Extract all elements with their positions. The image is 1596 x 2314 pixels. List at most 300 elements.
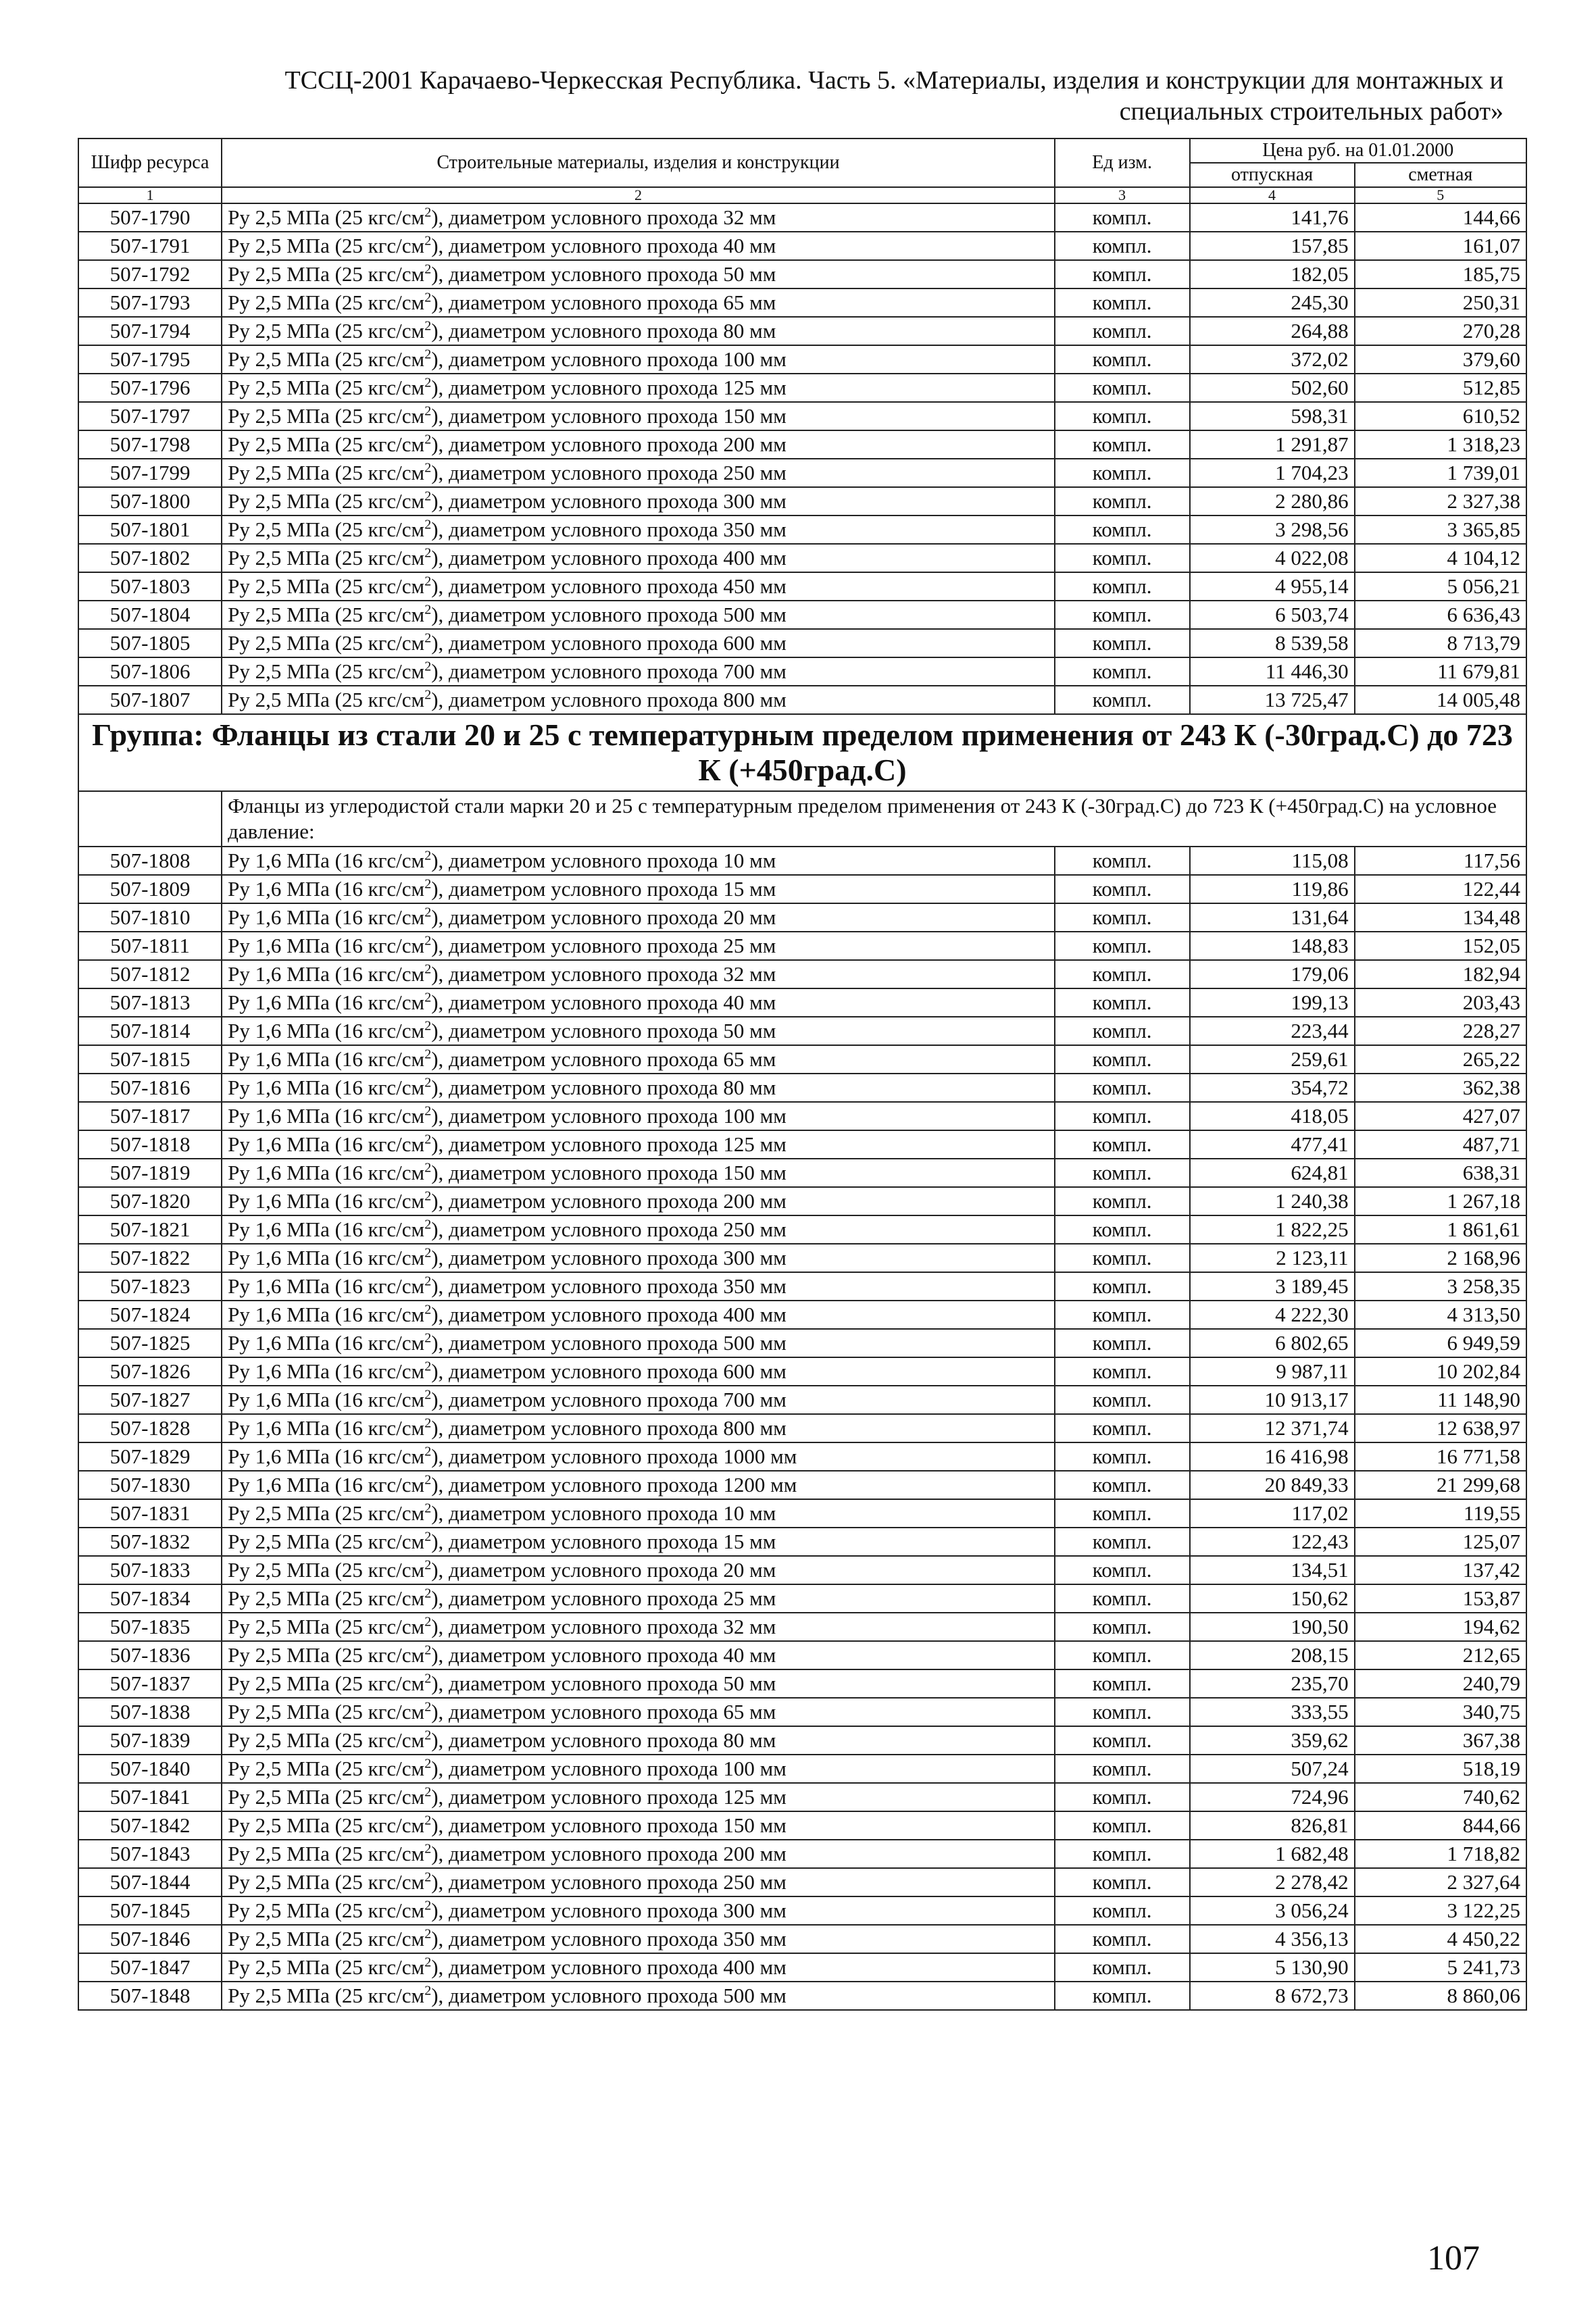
resource-code: 507-1807 bbox=[78, 686, 222, 714]
table-row bbox=[78, 1329, 1526, 1357]
table-row bbox=[78, 317, 1526, 345]
resource-code: 507-1829 bbox=[78, 1442, 222, 1471]
estimate-price: 362,38 bbox=[1355, 1074, 1526, 1102]
pressure-text: Ру 1,6 МПа (16 кгс/см bbox=[228, 1161, 425, 1184]
item-description bbox=[222, 1301, 1055, 1329]
col-header-code: Шифр ресурса bbox=[78, 139, 222, 187]
unit-superscript: 2 bbox=[424, 1302, 432, 1317]
unit-cell: компл. bbox=[1055, 1414, 1190, 1442]
unit-cell: компл. bbox=[1055, 1925, 1190, 1953]
table-row bbox=[78, 1074, 1526, 1102]
pressure-text: Ру 2,5 МПа (25 кгс/см bbox=[228, 1615, 425, 1638]
item-description bbox=[222, 544, 1055, 572]
item-description bbox=[222, 875, 1055, 903]
unit-superscript: 2 bbox=[424, 961, 432, 977]
item-description bbox=[222, 1840, 1055, 1868]
unit-cell: компл. bbox=[1055, 1244, 1190, 1272]
release-price: 134,51 bbox=[1190, 1556, 1355, 1584]
unit-superscript: 2 bbox=[424, 1642, 432, 1658]
estimate-price: 185,75 bbox=[1355, 260, 1526, 288]
diameter-text: ), диаметром условного прохода 40 мм bbox=[431, 990, 776, 1014]
estimate-price: 12 638,97 bbox=[1355, 1414, 1526, 1442]
unit-superscript: 2 bbox=[424, 375, 432, 391]
estimate-price: 134,48 bbox=[1355, 903, 1526, 932]
estimate-price: 6 636,43 bbox=[1355, 601, 1526, 629]
release-price: 13 725,47 bbox=[1190, 686, 1355, 714]
release-price: 507,24 bbox=[1190, 1755, 1355, 1783]
resource-code: 507-1840 bbox=[78, 1755, 222, 1783]
diameter-text: ), диаметром условного прохода 200 мм bbox=[431, 1842, 787, 1865]
estimate-price: 4 450,22 bbox=[1355, 1925, 1526, 1953]
pressure-text: Ру 2,5 МПа (25 кгс/см bbox=[228, 432, 425, 456]
estimate-price: 122,44 bbox=[1355, 875, 1526, 903]
pressure-text: Ру 2,5 МПа (25 кгс/см bbox=[228, 205, 425, 229]
estimate-price: 367,38 bbox=[1355, 1726, 1526, 1755]
pressure-text: Ру 2,5 МПа (25 кгс/см bbox=[228, 291, 425, 314]
table-row bbox=[78, 1442, 1526, 1471]
pressure-text: Ру 1,6 МПа (16 кгс/см bbox=[228, 1104, 425, 1128]
item-description bbox=[222, 1641, 1055, 1669]
release-price: 8 539,58 bbox=[1190, 629, 1355, 657]
table-row bbox=[78, 1386, 1526, 1414]
release-price: 1 704,23 bbox=[1190, 459, 1355, 487]
estimate-price: 3 365,85 bbox=[1355, 515, 1526, 544]
unit-cell: компл. bbox=[1055, 1755, 1190, 1783]
diameter-text: ), диаметром условного прохода 100 мм bbox=[431, 1104, 787, 1128]
release-price: 477,41 bbox=[1190, 1130, 1355, 1159]
diameter-text: ), диаметром условного прохода 32 мм bbox=[431, 962, 776, 986]
item-description bbox=[222, 1953, 1055, 1982]
diameter-text: ), диаметром условного прохода 15 мм bbox=[431, 877, 776, 901]
diameter-text: ), диаметром условного прохода 65 мм bbox=[431, 291, 776, 314]
unit-superscript: 2 bbox=[424, 488, 432, 504]
col-header-price-group: Цена руб. на 01.01.2000 bbox=[1190, 139, 1526, 163]
unit-cell: компл. bbox=[1055, 1159, 1190, 1187]
unit-superscript: 2 bbox=[424, 545, 432, 561]
resource-code: 507-1819 bbox=[78, 1159, 222, 1187]
item-description bbox=[222, 1698, 1055, 1726]
release-price: 150,62 bbox=[1190, 1584, 1355, 1613]
unit-cell: компл. bbox=[1055, 657, 1190, 686]
diameter-text: ), диаметром условного прохода 350 мм bbox=[431, 518, 787, 541]
pressure-text: Ру 1,6 МПа (16 кгс/см bbox=[228, 1416, 425, 1440]
col-header-unit: Ед изм. bbox=[1055, 139, 1190, 187]
price-table bbox=[78, 138, 1527, 2011]
unit-cell: компл. bbox=[1055, 1528, 1190, 1556]
table-row bbox=[78, 1159, 1526, 1187]
item-description bbox=[222, 1244, 1055, 1272]
page-number: 107 bbox=[1427, 2239, 1480, 2278]
item-description bbox=[222, 1755, 1055, 1783]
unit-superscript: 2 bbox=[424, 990, 432, 1005]
col-number: 2 bbox=[222, 187, 1055, 203]
unit-superscript: 2 bbox=[424, 261, 432, 277]
unit-superscript: 2 bbox=[424, 687, 432, 703]
resource-code: 507-1798 bbox=[78, 430, 222, 459]
unit-cell: компл. bbox=[1055, 1726, 1190, 1755]
pressure-text: Ру 1,6 МПа (16 кгс/см bbox=[228, 1132, 425, 1156]
item-description bbox=[222, 1868, 1055, 1896]
diameter-text: ), диаметром условного прохода 50 мм bbox=[431, 262, 776, 286]
estimate-price: 153,87 bbox=[1355, 1584, 1526, 1613]
unit-superscript: 2 bbox=[424, 347, 432, 362]
table-row bbox=[78, 1925, 1526, 1953]
item-description bbox=[222, 1499, 1055, 1528]
estimate-price: 152,05 bbox=[1355, 932, 1526, 960]
diameter-text: ), диаметром условного прохода 800 мм bbox=[431, 1416, 787, 1440]
estimate-price: 3 122,25 bbox=[1355, 1896, 1526, 1925]
unit-cell: компл. bbox=[1055, 932, 1190, 960]
unit-cell: компл. bbox=[1055, 1982, 1190, 2010]
diameter-text: ), диаметром условного прохода 125 мм bbox=[431, 1785, 787, 1809]
item-description bbox=[222, 1017, 1055, 1045]
resource-code: 507-1793 bbox=[78, 288, 222, 317]
table-row bbox=[78, 1556, 1526, 1584]
pressure-text: Ру 2,5 МПа (25 кгс/см bbox=[228, 1927, 425, 1951]
table-row bbox=[78, 1953, 1526, 1982]
release-price: 359,62 bbox=[1190, 1726, 1355, 1755]
diameter-text: ), диаметром условного прохода 450 мм bbox=[431, 574, 787, 598]
resource-code: 507-1833 bbox=[78, 1556, 222, 1584]
item-description bbox=[222, 345, 1055, 374]
item-description bbox=[222, 572, 1055, 601]
table-row bbox=[78, 1669, 1526, 1698]
item-description bbox=[222, 903, 1055, 932]
estimate-price: 379,60 bbox=[1355, 345, 1526, 374]
resource-code: 507-1803 bbox=[78, 572, 222, 601]
unit-cell: компл. bbox=[1055, 1584, 1190, 1613]
col-header-release: отпускная bbox=[1190, 163, 1355, 187]
unit-cell: компл. bbox=[1055, 847, 1190, 875]
estimate-price: 270,28 bbox=[1355, 317, 1526, 345]
item-description bbox=[222, 1102, 1055, 1130]
item-description bbox=[222, 1414, 1055, 1442]
item-description bbox=[222, 1159, 1055, 1187]
unit-superscript: 2 bbox=[424, 602, 432, 618]
diameter-text: ), диаметром условного прохода 300 мм bbox=[431, 1898, 787, 1922]
diameter-text: ), диаметром условного прохода 150 мм bbox=[431, 404, 787, 428]
diameter-text: ), диаметром условного прохода 10 мм bbox=[431, 849, 776, 872]
pressure-text: Ру 2,5 МПа (25 кгс/см bbox=[228, 688, 425, 711]
release-price: 5 130,90 bbox=[1190, 1953, 1355, 1982]
diameter-text: ), диаметром условного прохода 250 мм bbox=[431, 461, 787, 484]
estimate-price: 1 718,82 bbox=[1355, 1840, 1526, 1868]
estimate-price: 610,52 bbox=[1355, 402, 1526, 430]
resource-code: 507-1791 bbox=[78, 232, 222, 260]
diameter-text: ), диаметром условного прохода 50 мм bbox=[431, 1671, 776, 1695]
release-price: 2 280,86 bbox=[1190, 487, 1355, 515]
pressure-text: Ру 2,5 МПа (25 кгс/см bbox=[228, 1671, 425, 1695]
release-price: 8 672,73 bbox=[1190, 1982, 1355, 2010]
item-description bbox=[222, 288, 1055, 317]
table-row bbox=[78, 572, 1526, 601]
diameter-text: ), диаметром условного прохода 100 мм bbox=[431, 1757, 787, 1780]
diameter-text: ), диаметром условного прохода 32 мм bbox=[431, 1615, 776, 1638]
table-row bbox=[78, 1499, 1526, 1528]
diameter-text: ), диаметром условного прохода 300 мм bbox=[431, 489, 787, 513]
pressure-text: Ру 1,6 МПа (16 кгс/см bbox=[228, 1359, 425, 1383]
unit-superscript: 2 bbox=[424, 1557, 432, 1573]
diameter-text: ), диаметром условного прохода 125 мм bbox=[431, 376, 787, 399]
pressure-text: Ру 1,6 МПа (16 кгс/см bbox=[228, 1331, 425, 1355]
unit-cell: компл. bbox=[1055, 1301, 1190, 1329]
unit-cell: компл. bbox=[1055, 1386, 1190, 1414]
item-description bbox=[222, 988, 1055, 1017]
unit-cell: компл. bbox=[1055, 1187, 1190, 1215]
unit-superscript: 2 bbox=[424, 1245, 432, 1261]
resource-code: 507-1812 bbox=[78, 960, 222, 988]
release-price: 223,44 bbox=[1190, 1017, 1355, 1045]
unit-cell: компл. bbox=[1055, 430, 1190, 459]
diameter-text: ), диаметром условного прохода 500 мм bbox=[431, 1984, 787, 2007]
table-row bbox=[78, 1528, 1526, 1556]
resource-code: 507-1809 bbox=[78, 875, 222, 903]
estimate-price: 518,19 bbox=[1355, 1755, 1526, 1783]
pressure-text: Ру 1,6 МПа (16 кгс/см bbox=[228, 1217, 425, 1241]
unit-cell: компл. bbox=[1055, 1953, 1190, 1982]
item-description bbox=[222, 1556, 1055, 1584]
resource-code: 507-1842 bbox=[78, 1811, 222, 1840]
unit-cell: компл. bbox=[1055, 1499, 1190, 1528]
table-row bbox=[78, 1584, 1526, 1613]
unit-superscript: 2 bbox=[424, 1047, 432, 1062]
diameter-text: ), диаметром условного прохода 200 мм bbox=[431, 432, 787, 456]
unit-superscript: 2 bbox=[424, 1869, 432, 1885]
diameter-text: ), диаметром условного прохода 1200 мм bbox=[431, 1473, 797, 1496]
unit-superscript: 2 bbox=[424, 1132, 432, 1147]
table-row bbox=[78, 345, 1526, 374]
item-description bbox=[222, 1329, 1055, 1357]
item-description bbox=[222, 1726, 1055, 1755]
estimate-price: 11 679,81 bbox=[1355, 657, 1526, 686]
unit-cell: компл. bbox=[1055, 686, 1190, 714]
estimate-price: 5 241,73 bbox=[1355, 1953, 1526, 1982]
item-description bbox=[222, 1471, 1055, 1499]
item-description bbox=[222, 402, 1055, 430]
resource-code: 507-1794 bbox=[78, 317, 222, 345]
table-row bbox=[78, 1414, 1526, 1442]
item-description bbox=[222, 1896, 1055, 1925]
resource-code: 507-1806 bbox=[78, 657, 222, 686]
release-price: 10 913,17 bbox=[1190, 1386, 1355, 1414]
unit-cell: компл. bbox=[1055, 1641, 1190, 1669]
resource-code: 507-1813 bbox=[78, 988, 222, 1017]
table-row bbox=[78, 1471, 1526, 1499]
estimate-price: 8 713,79 bbox=[1355, 629, 1526, 657]
table-row bbox=[78, 430, 1526, 459]
estimate-price: 14 005,48 bbox=[1355, 686, 1526, 714]
estimate-price: 1 318,23 bbox=[1355, 430, 1526, 459]
pressure-text: Ру 1,6 МПа (16 кгс/см bbox=[228, 1019, 425, 1042]
unit-cell: компл. bbox=[1055, 1840, 1190, 1868]
unit-superscript: 2 bbox=[424, 318, 432, 334]
pressure-text: Ру 1,6 МПа (16 кгс/см bbox=[228, 1189, 425, 1213]
resource-code: 507-1834 bbox=[78, 1584, 222, 1613]
release-price: 1 682,48 bbox=[1190, 1840, 1355, 1868]
item-description bbox=[222, 1613, 1055, 1641]
table-row bbox=[78, 459, 1526, 487]
diameter-text: ), диаметром условного прохода 300 мм bbox=[431, 1246, 787, 1269]
resource-code: 507-1823 bbox=[78, 1272, 222, 1301]
unit-superscript: 2 bbox=[424, 432, 432, 447]
resource-code: 507-1826 bbox=[78, 1357, 222, 1386]
col-number: 4 bbox=[1190, 187, 1355, 203]
table-row bbox=[78, 988, 1526, 1017]
release-price: 826,81 bbox=[1190, 1811, 1355, 1840]
release-price: 6 802,65 bbox=[1190, 1329, 1355, 1357]
unit-superscript: 2 bbox=[424, 659, 432, 674]
item-description bbox=[222, 1357, 1055, 1386]
release-price: 11 446,30 bbox=[1190, 657, 1355, 686]
resource-code: 507-1846 bbox=[78, 1925, 222, 1953]
resource-code: 507-1801 bbox=[78, 515, 222, 544]
unit-cell: компл. bbox=[1055, 374, 1190, 402]
table-row bbox=[78, 402, 1526, 430]
release-price: 624,81 bbox=[1190, 1159, 1355, 1187]
diameter-text: ), диаметром условного прохода 150 мм bbox=[431, 1813, 787, 1837]
release-price: 6 503,74 bbox=[1190, 601, 1355, 629]
release-price: 9 987,11 bbox=[1190, 1357, 1355, 1386]
resource-code: 507-1814 bbox=[78, 1017, 222, 1045]
resource-code: 507-1816 bbox=[78, 1074, 222, 1102]
unit-cell: компл. bbox=[1055, 1045, 1190, 1074]
table-row bbox=[78, 1244, 1526, 1272]
table-row bbox=[78, 1698, 1526, 1726]
release-price: 3 189,45 bbox=[1190, 1272, 1355, 1301]
table-row bbox=[78, 1641, 1526, 1669]
estimate-price: 3 258,35 bbox=[1355, 1272, 1526, 1301]
pressure-text: Ру 2,5 МПа (25 кгс/см bbox=[228, 1700, 425, 1724]
resource-code: 507-1822 bbox=[78, 1244, 222, 1272]
unit-cell: компл. bbox=[1055, 203, 1190, 232]
diameter-text: ), диаметром условного прохода 1000 мм bbox=[431, 1444, 797, 1468]
table-row bbox=[78, 487, 1526, 515]
pressure-text: Ру 2,5 МПа (25 кгс/см bbox=[228, 1530, 425, 1553]
item-description bbox=[222, 960, 1055, 988]
unit-cell: компл. bbox=[1055, 1868, 1190, 1896]
pressure-text: Ру 2,5 МПа (25 кгс/см bbox=[228, 347, 425, 371]
release-price: 20 849,33 bbox=[1190, 1471, 1355, 1499]
unit-superscript: 2 bbox=[424, 1472, 432, 1488]
unit-superscript: 2 bbox=[424, 1671, 432, 1686]
resource-code: 507-1821 bbox=[78, 1215, 222, 1244]
group-subtitle: Фланцы из углеродистой стали марки 20 и 25 с температурным пределом применения от 243 К (-30град.С) до 723 К (+450град.С) на условное давление: bbox=[222, 791, 1526, 847]
table-row bbox=[78, 288, 1526, 317]
estimate-price: 10 202,84 bbox=[1355, 1357, 1526, 1386]
resource-code: 507-1804 bbox=[78, 601, 222, 629]
diameter-text: ), диаметром условного прохода 250 мм bbox=[431, 1870, 787, 1894]
pressure-text: Ру 1,6 МПа (16 кгс/см bbox=[228, 1274, 425, 1298]
col-number: 1 bbox=[78, 187, 222, 203]
resource-code: 507-1802 bbox=[78, 544, 222, 572]
resource-code: 507-1838 bbox=[78, 1698, 222, 1726]
unit-superscript: 2 bbox=[424, 1955, 432, 1970]
table-row bbox=[78, 960, 1526, 988]
table-row bbox=[78, 686, 1526, 714]
release-price: 264,88 bbox=[1190, 317, 1355, 345]
unit-superscript: 2 bbox=[424, 403, 432, 419]
pressure-text: Ру 2,5 МПа (25 кгс/см bbox=[228, 518, 425, 541]
unit-cell: компл. bbox=[1055, 317, 1190, 345]
unit-superscript: 2 bbox=[424, 933, 432, 949]
table-row bbox=[78, 875, 1526, 903]
diameter-text: ), диаметром условного прохода 400 мм bbox=[431, 1955, 787, 1979]
item-description bbox=[222, 686, 1055, 714]
item-description bbox=[222, 1272, 1055, 1301]
resource-code: 507-1799 bbox=[78, 459, 222, 487]
diameter-text: ), диаметром условного прохода 25 мм bbox=[431, 934, 776, 957]
estimate-price: 11 148,90 bbox=[1355, 1386, 1526, 1414]
table-row bbox=[78, 657, 1526, 686]
resource-code: 507-1790 bbox=[78, 203, 222, 232]
unit-superscript: 2 bbox=[424, 1784, 432, 1800]
unit-superscript: 2 bbox=[424, 905, 432, 920]
release-price: 190,50 bbox=[1190, 1613, 1355, 1641]
resource-code: 507-1844 bbox=[78, 1868, 222, 1896]
estimate-price: 16 771,58 bbox=[1355, 1442, 1526, 1471]
table-row bbox=[78, 1868, 1526, 1896]
unit-cell: компл. bbox=[1055, 1130, 1190, 1159]
item-description bbox=[222, 487, 1055, 515]
release-price: 12 371,74 bbox=[1190, 1414, 1355, 1442]
table-row bbox=[78, 1357, 1526, 1386]
release-price: 122,43 bbox=[1190, 1528, 1355, 1556]
table-row bbox=[78, 203, 1526, 232]
unit-superscript: 2 bbox=[424, 1926, 432, 1942]
resource-code: 507-1810 bbox=[78, 903, 222, 932]
release-price: 4 955,14 bbox=[1190, 572, 1355, 601]
estimate-price: 194,62 bbox=[1355, 1613, 1526, 1641]
unit-superscript: 2 bbox=[424, 1756, 432, 1771]
pressure-text: Ру 1,6 МПа (16 кгс/см bbox=[228, 1047, 425, 1071]
unit-superscript: 2 bbox=[424, 233, 432, 249]
unit-superscript: 2 bbox=[424, 1274, 432, 1289]
release-price: 115,08 bbox=[1190, 847, 1355, 875]
group-subtitle-empty-cell bbox=[78, 791, 222, 847]
unit-cell: компл. bbox=[1055, 1017, 1190, 1045]
estimate-price: 117,56 bbox=[1355, 847, 1526, 875]
resource-code: 507-1837 bbox=[78, 1669, 222, 1698]
unit-superscript: 2 bbox=[424, 460, 432, 476]
item-description bbox=[222, 1045, 1055, 1074]
table-row bbox=[78, 847, 1526, 875]
item-description bbox=[222, 317, 1055, 345]
unit-superscript: 2 bbox=[424, 1217, 432, 1232]
unit-superscript: 2 bbox=[424, 1330, 432, 1346]
item-description bbox=[222, 260, 1055, 288]
estimate-price: 182,94 bbox=[1355, 960, 1526, 988]
unit-cell: компл. bbox=[1055, 1442, 1190, 1471]
pressure-text: Ру 2,5 МПа (25 кгс/см bbox=[228, 1984, 425, 2007]
table-row bbox=[78, 1301, 1526, 1329]
unit-superscript: 2 bbox=[424, 1359, 432, 1374]
pressure-text: Ру 1,6 МПа (16 кгс/см bbox=[228, 849, 425, 872]
pressure-text: Ру 2,5 МПа (25 кгс/см bbox=[228, 1643, 425, 1667]
unit-cell: компл. bbox=[1055, 1357, 1190, 1386]
table-row bbox=[78, 1187, 1526, 1215]
resource-code: 507-1817 bbox=[78, 1102, 222, 1130]
unit-cell: компл. bbox=[1055, 1698, 1190, 1726]
resource-code: 507-1815 bbox=[78, 1045, 222, 1074]
estimate-price: 161,07 bbox=[1355, 232, 1526, 260]
estimate-price: 265,22 bbox=[1355, 1045, 1526, 1074]
unit-superscript: 2 bbox=[424, 1699, 432, 1715]
estimate-price: 240,79 bbox=[1355, 1669, 1526, 1698]
release-price: 131,64 bbox=[1190, 903, 1355, 932]
resource-code: 507-1828 bbox=[78, 1414, 222, 1442]
release-price: 199,13 bbox=[1190, 988, 1355, 1017]
pressure-text: Ру 2,5 МПа (25 кгс/см bbox=[228, 1558, 425, 1582]
